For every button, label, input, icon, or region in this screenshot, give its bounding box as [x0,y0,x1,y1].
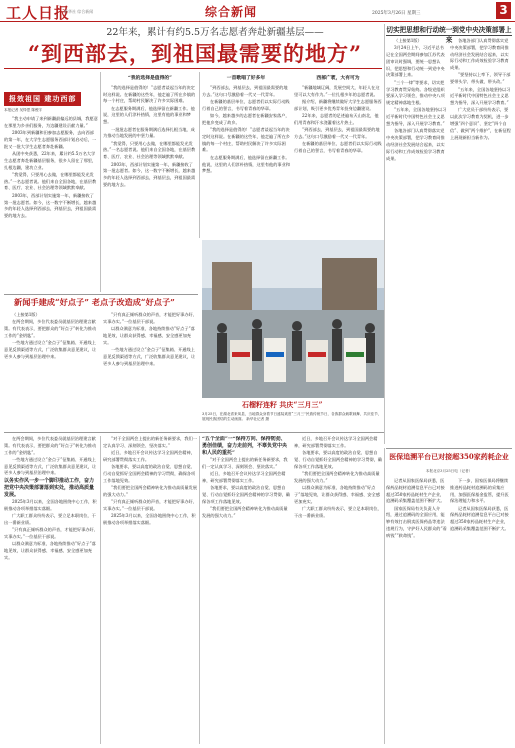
lead-paragraph: 在志愿服务期满后，他选择留在新疆工作。他说，这里的人们淳朴热情，这里有他的事业和梦想。 [103,105,195,125]
bl-paragraph: 以群众满意为标准，各地持续推动“好点子”落地见效，让群众获得感、幸福感、安全感更加充实。 [4,541,96,560]
right-column-2 [450,38,512,444]
lead-paragraph: 据介绍，新疆将继续做好大学生志愿服务西部计划，吸引更多优秀青年投身边疆建设。 [294,98,382,111]
br-paragraph: 记者从国家医保局获悉，医保药品耗材追溯信息平台已对接超过350家药品耗材生产企业，追溯码采集覆盖范围不断扩大。 [386,478,445,504]
column-tag: 报效祖国 建功西部 [4,92,81,106]
date-line: 2025年3月26日 星期三 [372,11,421,16]
bl-paragraph: 广大职工群众纷纷表示，要立足本职岗位，干出一番新业绩。 [4,512,96,525]
lower-column-4 [294,436,382,744]
lead-paragraph: 在新疆的基层单位，志愿者们以实际行动践行着自己的誓言，书写着青春的华章。 [294,141,382,153]
column-divider [100,72,101,292]
bl-paragraph: 在两会期间，多位代表委员就基层治理建言献策。有代表表示，要把群众的“好点子”转化为推动工作的“金钥匙”。 [4,319,97,338]
right-paragraph: 3月24日上午，习近平总书记在全国两会期间参加江苏代表团审议时强调，要统一思想认识，把思想和行动统一到党中央决策部署上来。 [386,45,445,78]
lead-subhead: 一首歌唱了好多年 [226,75,266,81]
section-divider [4,432,384,433]
lead-column-1 [4,116,98,294]
bm-paragraph: 各地要求，要以高度的政治自觉、思想自觉、行动自觉抓好全国两会精神的学习贯彻，确保各项工作落地见效。 [202,485,290,504]
right-paragraph: “五年来，全国各地坚持以习近平新时代中国特色社会主义思想为指导，深入开展学习教育。” [386,107,447,127]
lead-paragraph: 如今，越来越多的志愿者在新疆安家落户，把他乡变成了故乡。 [202,112,290,125]
bl-paragraph: 在两会期间，多位代表委员就基层治理建言献策。有代表表示，要把群众的“好点子”转化为推动工作的“金钥匙”。 [4,436,97,455]
lead-paragraph: 2003年到新疆和田参加志愿服务，去向西部的第一年，在大学生志愿服务西部计划启动后，一批又一批大学生志愿者奔赴新疆。 [4,130,97,149]
lead-paragraph: 22年来，志愿者的足迹遍布天山南北，他们用青春和汗水浇灌着这片热土。 [294,112,379,125]
column-divider [199,72,200,238]
lead-paragraph: “我觉得，只要用心去做，在哪里都能发光发热。”一名志愿者说。他们来自全国各地，在基层教育、医疗、农业、社会治理等领域默默奉献。 [103,140,196,160]
bl-paragraph: “只有真正倾听群众的声音，才能把好事办好、实事办实。”一位基层干部说。 [103,312,197,324]
lead-paragraph: “到西部去，到基层去，到祖国最需要的地方去。”这句口号激励着一代又一代青年。 [202,84,288,97]
bl-paragraph: （上接第1版） [12,312,40,317]
bottom-left-title: 新闻手建成“好点子” 老点子改造成“好点子” [14,297,175,307]
bm-paragraph: “我们要把全国两会精神转化为推动高质量发展的强大动力。” [202,506,288,518]
lead-paragraph: 在新疆的基层单位，志愿者们以实际行动践行着自己的誓言，书写着青春的华章。 [202,98,290,111]
bottom-right-column-2 [450,478,512,744]
lead-column-2 [103,72,197,292]
right-paragraph: 广大党员干部纷纷表示，要以此次学习教育为契机，进一步增强“四个意识”、坚定“四个自信”、做到“两个维护”，在新征程上展现新担当新作为。 [450,107,511,140]
bm-paragraph: “对于全国两会上提出的新任务新要求，我们一定认真学习、深刻领会、坚决落实。” [103,436,197,448]
bl-paragraph: 一些地方通过设立“金点子”征集箱、开通线上意见反馈渠道等方式，广泛收集群众意见建议，让更多人参与到基层治理中来。 [4,340,97,359]
festival-photo-illustration [202,240,384,398]
bl-paragraph: 2025年3月以来，全国各地围绕中心工作，积极推动各项举措落实落细。 [4,498,97,511]
lead-paragraph: 2003年，西部计划实施第一年，新疆接收了第一批志愿者。如今，这一数字不断增长，越来越多的年轻人选择到西部去，到基层去，到祖国最需要的地方去。 [103,161,196,187]
lead-paragraph: “我主动申请了来到新疆最偏远的县城，我愿意在那里为乡亲们服务，为边疆建设贡献力量。” [4,116,98,128]
column-divider [100,436,101,744]
bm-paragraph: “对于全国两会上提出的新任务新要求，我们一定认真学习、深刻领会、坚决落实。” [202,457,288,469]
newspaper-logo: 工人日报 [6,4,71,22]
right-paragraph: “五年来，全国各地坚持以习近平新时代中国特色社会主义思想为指导，深入开展学习教育。” [450,86,511,106]
section-divider [386,448,512,449]
bm-paragraph: 各地要求，要以高度的政治自觉、思想自觉、行动自觉抓好全国两会精神的学习贯彻，确保各项工作落地见效。 [103,464,196,483]
news-photo [202,240,384,398]
column-divider [384,24,385,444]
right-paragraph: 各地各部门认真贯彻落实党中央决策部署，把学习教育同推动经济社会发展结合起来，以实际行动和工作成效检验学习教育成果。 [386,128,445,161]
bm-paragraph: 各地要求，要以高度的政治自觉、思想自觉、行动自觉抓好全国两会精神的学习贯彻，确保各项工作落地见效。 [294,450,382,469]
lead-kicker: 22年来，累计有约5.5万名志愿者奔赴新疆基层—— [106,27,324,38]
bl-callout: 以务实作风一步一个脚印推动工作，奋力把党中央决策部署落到实处，推动高质量发展。 [4,477,95,498]
page-number: 3 [496,2,511,19]
lead-subhead: 西部广袤，大有可为 [316,75,360,81]
bl-paragraph: 一些地方通过设立“金点子”征集箱、开通线上意见反馈渠道等方式，广泛收集群众意见建议，让更多人参与到基层治理中来。 [4,456,97,476]
section-divider [4,294,198,295]
right-paragraph: （上接第1版） [394,38,422,43]
lead-headline: “到西部去，到祖国最需要的地方” [27,41,363,66]
lower-column-1 [4,436,98,744]
lead-paragraph: “我的选择是值得的！”志愿者谈起当年的决定时这样说。在新疆的这些年，他走遍了所在乡镇的每一个村庄，帮助村民解决了许多实际困难。 [202,127,290,153]
br-paragraph: 记者从国家医保局获悉，医保药品耗材追溯信息平台已对接超过350家药品耗材生产企业，追溯码采集覆盖范围不断扩大。 [450,505,509,532]
lead-paragraph: 2003年，西部计划实施第一年，新疆接收了第一批志愿者。如今，这一数字不断增长，越来越多的年轻人选择到西部去，到基层去，到祖国最需要的地方去。 [4,192,97,219]
bl-paragraph: “只有真正倾听群众的声音，才能把好事办好、实事办实。”一位基层干部说。 [4,526,98,539]
bm-paragraph: 广大职工群众纷纷表示，要立足本职岗位，干出一番新业绩。 [294,505,382,518]
bl-paragraph: 一些地方通过设立“金点子”征集箱、开通线上意见反馈渠道等方式，广泛收集群众意见建议，让更多人参与到基层治理中来。 [103,346,196,366]
right-paragraph: 各地各部门认真贯彻落实党中央决策部署，把学习教育同推动经济社会发展结合起来，以实际行动和工作成效检验学习教育成果。 [450,38,509,71]
lead-paragraph: “我的选择是值得的！”志愿者谈起当年的决定时这样说。在新疆的这些年，他走遍了所在乡镇的每一个村庄，帮助村民解决了许多实际困难。 [103,84,196,104]
headline-rule [4,68,382,69]
logo-subtext: 新华社 综合新闻 [64,9,94,14]
bm-paragraph: 2025年3月以来，全国各地围绕中心工作，积极推动各项举措落实落细。 [103,513,196,526]
photo-caption-title: 石榴籽连籽 共庆“三月三” [242,400,323,409]
right-paragraph: “要坚持以上率下，领导干部要带头学、带头做、带头改。” [450,72,511,85]
bm-paragraph: 以群众满意为标准，各地持续推动“好点子”落地见效，让群众获得感、幸福感、安全感更加充实。 [294,485,380,504]
bm-paragraph: 近日，多地召开会议传达学习全国两会精神，研究部署贯彻落实工作。 [103,450,195,462]
lead-column-4 [294,72,382,238]
right-column-1 [386,38,448,444]
lead-paragraph: 一批批志愿者在服务期满后选择扎根当地，成为推动当地发展的中坚力量。 [103,126,195,139]
bottom-right-title: 医保追溯平台已对接超350家药耗企业 [389,452,509,461]
lower-column-2 [103,436,197,744]
lead-column-3 [202,72,290,238]
bottom-left-column-1 [4,312,98,430]
title-rule [386,35,512,36]
bm-paragraph: “我们要把全国两会精神转化为推动高质量发展的强大动力。” [294,470,380,483]
right-story-title: 切实把思想和行动统一到党中央决策部署上来 [386,26,512,44]
column-divider [199,436,200,744]
bottom-right-byline: 本报北京3月25日电（记者） [425,469,473,473]
right-paragraph: “三个一律”等要求，切实把学习教育贯穿始终。各级党组织要深入学习领会，推动中央八项规定精神落地生根。 [386,79,445,106]
lead-byline: 本报记者 吴铎思 陈俊宇 [4,108,43,112]
lead-paragraph: “我觉得，只要用心去做，在哪里都能发光发热。”一名志愿者说。他们来自全国各地，在基层教育、医疗、农业、社会治理等领域默默奉献。 [4,171,97,191]
bm-paragraph: 近日，多地召开会议传达学习全国两会精神，研究部署贯彻落实工作。 [294,436,378,448]
lead-paragraph: 在志愿服务期满后，他选择留在新疆工作。他说，这里的人们淳朴热情，这里有他的事业和梦想。 [202,154,290,174]
bl-paragraph: 以群众满意为标准，各地持续推动“好点子”落地见效，让群众获得感、幸福感、安全感更加充实。 [103,326,195,345]
lower-column-3 [202,436,290,744]
br-paragraph: 下一步，国家医保局将继续推进药品耗材追溯码的采集应用，加强医保基金监管，提升医保治理能力和水平。 [450,478,509,504]
bm-paragraph: “只有真正倾听群众的声音，才能把好事办好、实事办实。”一位基层干部说。 [103,499,197,511]
lead-subhead: “我的选择是值得的” [128,75,172,81]
lead-paragraph: 从团中央获悉，22年来，累计约5.5万名大学生志愿者奔赴新疆基层服务，很多人留在了那里，扎根边疆，建功立业。 [4,150,97,170]
bm-callout: “五个全面”一“保持方向、保持韧劲、勇创佳绩，奋力走前列，不辜负党中央和人民的重托” [202,436,288,456]
bm-paragraph: 近日，多地召开会议传达学习全国两会精神，研究部署贯彻落实工作。 [202,471,286,483]
bottom-left-column-2 [103,312,197,430]
section-title: 综合新闻 [205,5,258,19]
lead-paragraph: “到西部去，到基层去，到祖国最需要的地方去。”这句口号激励着一代又一代青年。 [294,127,380,139]
br-paragraph: 国家医保局有关负责人介绍，通过追溯码的全面应用，能够有效打击倒卖医保药品等违法违规行为，守护好人民群众的“看病钱”“救命钱”。 [386,505,447,538]
bottom-right-column-1 [386,478,448,744]
photo-caption: 3月25日，在湖北省来凤县，当地群众身着节日盛装欢度“三月三”民族传统节日，各族群众载歌载舞，共庆佳节，展现民族团结的生动画面。 新华社记者 摄 [202,412,382,422]
column-divider [384,448,385,744]
bm-paragraph: “我们要把全国两会精神转化为推动高质量发展的强大动力。” [103,485,197,497]
lead-paragraph: “新疆地域辽阔，发展空间大，年轻人在这里可以大有作为。”一位扎根多年的志愿者说。 [294,84,380,97]
